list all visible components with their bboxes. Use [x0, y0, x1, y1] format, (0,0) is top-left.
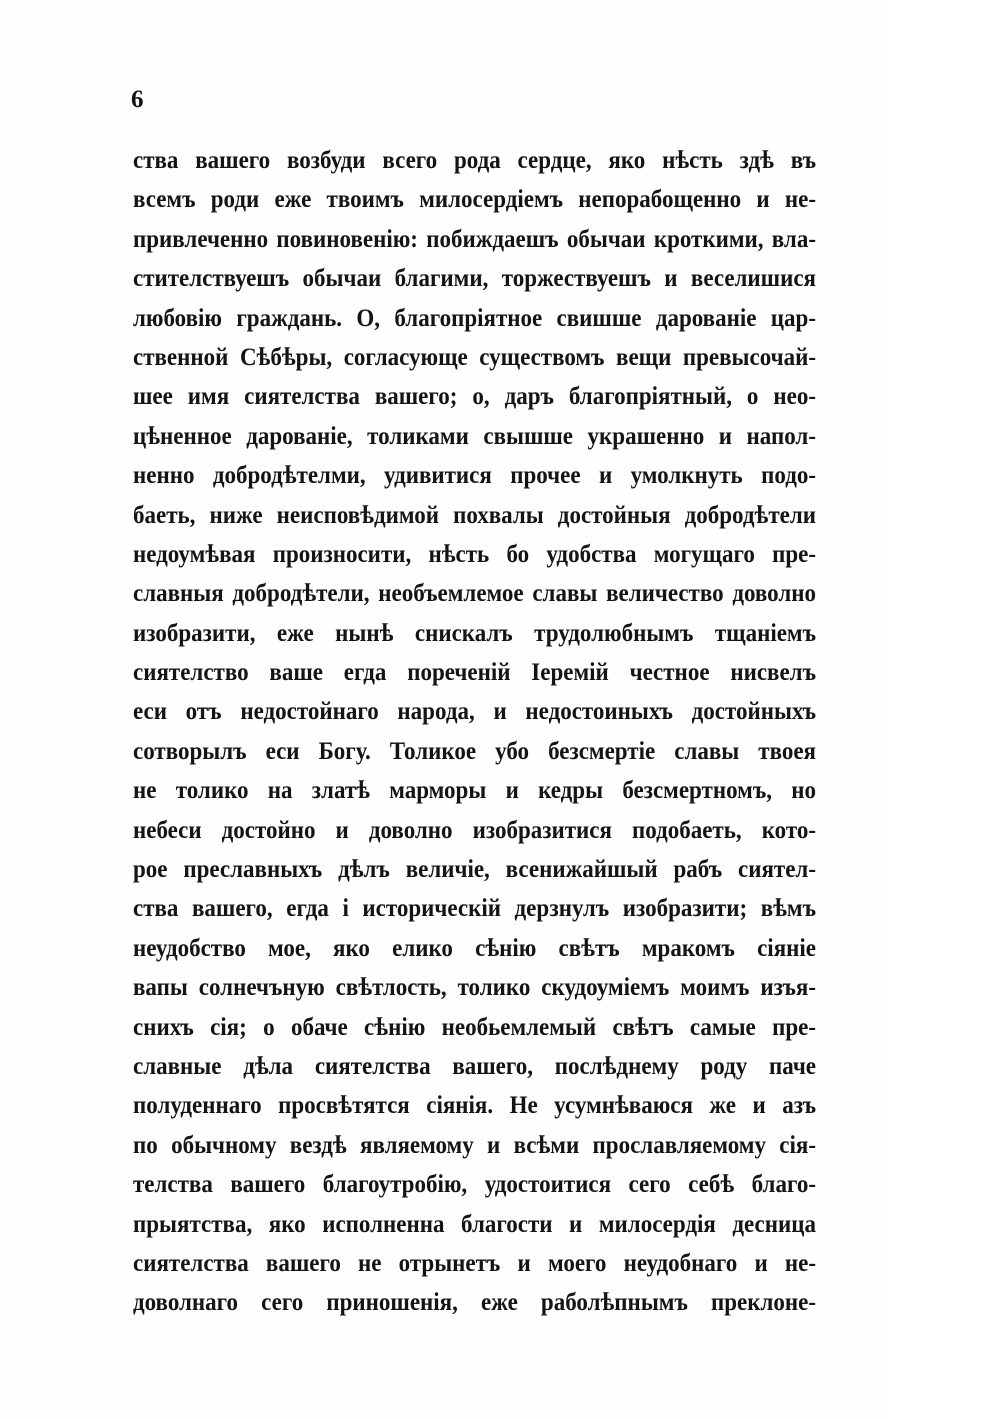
text-body [133, 140, 816, 1322]
text-line: сиятелство ваше егда пореченій Іеремій честное нисвелъ [133, 657, 816, 686]
text-line: славные дѣла сиятелства вашего, послѣднему роду паче [133, 1051, 816, 1080]
text-line: стителствуешъ обычаи благими, торжествуешъ и веселишися [133, 263, 816, 292]
text-line: небеси достойно и доволно изобразитися подобаеть, кото- [133, 815, 816, 844]
text-line: привлеченно повиновенію: побиждаешъ обычаи кроткими, вла- [133, 224, 816, 253]
text-line: любовію граждань. О, благопріятное свишше дарованіе цар- [133, 303, 816, 332]
text-line: ственной Сѣбѣры, согласующе существомъ вещи превысочай- [133, 342, 816, 371]
text-line: прыятства, яко исполненна благости и милосердія десница [133, 1209, 816, 1238]
text-line: изобразити, еже нынѣ снискалъ трудолюбнымъ тщаніемъ [133, 618, 816, 647]
text-line: славныя добродѣтели, необъемлемое славы величество доволно [133, 578, 816, 607]
text-line: сиятелства вашего не отрынетъ и моего неудобнаго и не- [133, 1248, 816, 1277]
text-line: ства вашего возбуди всего рода сердце, яко нѣсть здѣ въ [133, 145, 816, 174]
text-line: снихъ сія; о обаче сѣнію необьемлемый свѣтъ самые пре- [133, 1012, 816, 1041]
text-line: цѣненное дарованіе, толиками свышше украшенно и напол- [133, 421, 816, 450]
text-line: еси отъ недостойнаго народа, и недостоиныхъ достойныхъ [133, 696, 816, 725]
text-line: полуденнаго просвѣтятся сіянія. Не усумнѣваюся же и азъ [133, 1090, 816, 1119]
text-line: сотворылъ еси Богу. Толикое убо безсмертіе славы твоея [133, 736, 816, 765]
text-line: рое преславныхъ дѣлъ величіе, всенижайшый рабъ сиятел- [133, 854, 816, 883]
text-line: всемъ роди еже твоимъ милосердіемъ непорабощенно и не- [133, 184, 816, 213]
text-line: баеть, ниже неисповѣдимой похвалы достойныя добродѣтели [133, 499, 816, 528]
text-line: недоумѣвая произносити, нѣсть бо удобства могущаго пре- [133, 539, 816, 568]
text-line: по обычному вездѣ являемому и всѣми прославляемому сія- [133, 1130, 816, 1159]
text-line: вапы солнечъную свѣтлость, толико скудоуміемъ моимъ изъя- [133, 972, 816, 1001]
page-number: 6 [131, 86, 144, 113]
text-line: неудобство мое, яко елико сѣнію свѣтъ мракомъ сіяніе [133, 933, 816, 962]
text-line: не толико на златѣ марморы и кедры безсмертномъ, но [133, 775, 816, 804]
text-line: телства вашего благоутробію, удостоитися сего себѣ благо- [133, 1169, 816, 1198]
text-line: шее имя сиятелства вашего; о, даръ благопріятный, о нео- [133, 381, 816, 410]
text-line: ства вашего, егда і историческій дерзнулъ изобразити; вѣмъ [133, 893, 816, 922]
text-line: доволнаго сего приношенія, еже раболѣпнымъ преклоне- [133, 1287, 816, 1316]
text-line: ненно добродѣтелми, удивитися прочее и умолкнуть подо- [133, 460, 816, 489]
